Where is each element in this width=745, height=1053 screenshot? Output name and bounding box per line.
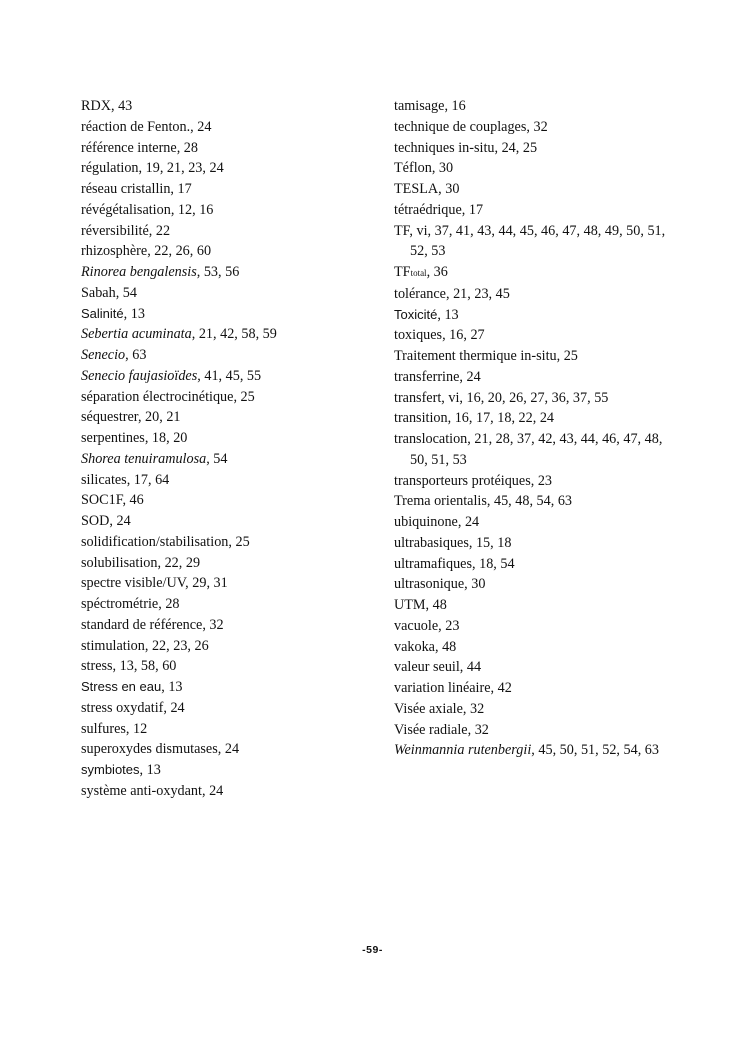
- index-pages: 32: [533, 118, 548, 135]
- index-entry: Traitement thermique in-situ, 25: [394, 348, 578, 364]
- index-entry: variation linéaire, 42: [394, 680, 512, 696]
- index-pages: 13: [444, 306, 459, 323]
- index-term: système anti-oxydant: [81, 782, 202, 799]
- index-term: TF: [394, 264, 411, 280]
- index-entry: SOC1F, 46: [81, 492, 144, 509]
- index-entry: Visée radiale, 32: [394, 721, 489, 738]
- index-term: Salinité: [81, 305, 124, 321]
- index-entry: symbiotes, 13: [81, 762, 161, 778]
- index-term: spectre visible/UV: [81, 575, 186, 592]
- index-entry: serpentines, 18, 20: [81, 430, 188, 446]
- index-pages: 22, 29: [164, 554, 201, 571]
- index-term: techniques in-situ: [394, 139, 495, 156]
- index-pages: 21, 23, 45: [453, 285, 510, 302]
- index-term: standard de référence: [81, 616, 203, 633]
- index-term: Traitement thermique in-situ: [394, 348, 557, 364]
- index-term: SOD: [81, 513, 110, 529]
- index-entry: ultrabasiques, 15, 18: [394, 534, 512, 551]
- index-entry: séparation électrocinétique, 25: [81, 388, 255, 405]
- index-pages: 44: [466, 659, 482, 676]
- index-entry: TF, vi, 37, 41, 43, 44, 45, 46, 47, 48, 49, 50, 51, 52, 53: [394, 222, 666, 260]
- index-entry: TESLA, 30: [394, 181, 460, 197]
- index-pages: 18, 20: [151, 430, 188, 446]
- index-term: technique de couplages: [394, 118, 527, 135]
- index-term: translocation: [394, 431, 468, 447]
- index-entry: tolérance, 21, 23, 45: [394, 285, 510, 302]
- index-pages: 30: [438, 160, 454, 177]
- index-term: Sebertia acuminata: [81, 326, 192, 343]
- index-term: Stress en eau: [81, 679, 162, 694]
- index-pages: 23: [445, 617, 460, 634]
- index-term: Rinorea bengalensis: [81, 264, 197, 280]
- index-entry: RDX, 43: [81, 98, 133, 114]
- index-term: stress oxydatif: [81, 699, 164, 716]
- index-entry: solubilisation, 22, 29: [81, 554, 201, 571]
- index-pages: 24, 25: [501, 139, 538, 156]
- index-term: vakoka: [394, 638, 435, 655]
- index-term: Weinmannia rutenbergii: [394, 742, 532, 759]
- index-term: ultrabasiques: [394, 534, 469, 551]
- index-pages: 30: [445, 181, 460, 197]
- index-entry: réaction de Fenton., 24: [81, 118, 212, 135]
- index-term: Téflon: [394, 160, 432, 177]
- index-entry: stimulation, 22, 23, 26: [81, 637, 209, 654]
- index-entry: translocation, 21, 28, 37, 42, 43, 44, 46, 47, 48, 50, 51, 53: [394, 431, 663, 468]
- index-term: valeur seuil: [394, 659, 460, 676]
- index-pages: 22: [155, 222, 171, 239]
- index-pages: 36: [433, 264, 448, 280]
- index-pages: 32: [469, 700, 485, 717]
- index-term: séquestrer: [81, 409, 138, 426]
- index-entry: Rinorea bengalensis, 53, 56: [81, 264, 240, 280]
- index-term: Senecio: [81, 347, 126, 363]
- index-term: transferrine: [394, 368, 460, 385]
- index-pages: 17, 64: [133, 471, 170, 488]
- index-entry: ultramafiques, 18, 54: [394, 555, 515, 572]
- index-pages: 32: [474, 721, 489, 738]
- index-term: serpentines: [81, 430, 145, 446]
- index-pages: 24: [197, 118, 212, 135]
- index-term: stress: [81, 658, 113, 675]
- index-column-right: [394, 96, 674, 761]
- index-entry: ultrasonique, 30: [394, 576, 486, 593]
- index-entry: silicates, 17, 64: [81, 471, 170, 488]
- index-term-subscript: total: [410, 268, 427, 278]
- index-entry: spectre visible/UV, 29, 31: [81, 575, 228, 592]
- index-entry: Senecio faujasioïdes, 41, 45, 55: [81, 367, 262, 384]
- index-term: réseau cristallin: [81, 181, 171, 197]
- index-pages: 21, 28, 37, 42, 43, 44, 46, 47, 48, 50, 51, 53: [410, 431, 663, 468]
- index-entry: Weinmannia rutenbergii, 45, 50, 51, 52, 54, 63: [394, 742, 659, 759]
- index-entry: vakoka, 48: [394, 638, 457, 655]
- index-pages: 24: [116, 513, 131, 529]
- index-entry: référence interne, 28: [81, 139, 198, 156]
- index-pages: 23: [537, 472, 552, 489]
- index-term: superoxydes dismutases: [81, 741, 218, 758]
- index-pages: 54: [213, 450, 228, 467]
- index-term: tétraédrique: [394, 201, 462, 218]
- index-pages: 54: [122, 284, 137, 301]
- index-term: ultrasonique: [394, 576, 465, 593]
- index-pages: 48: [432, 597, 447, 613]
- page-number: -59-: [362, 944, 383, 956]
- index-pages: 13: [146, 762, 161, 778]
- index-term: ultramafiques: [394, 555, 473, 572]
- index-pages: 22, 26, 60: [154, 243, 212, 260]
- index-pages: 16: [451, 98, 466, 114]
- index-term: TF: [394, 222, 410, 239]
- index-term: UTM: [394, 597, 426, 613]
- index-entry: valeur seuil, 44: [394, 659, 482, 676]
- index-pages: 17: [177, 181, 192, 197]
- index-entry: stress, 13, 58, 60: [81, 658, 177, 675]
- index-pages: 32: [209, 616, 224, 633]
- index-pages: 15, 18: [475, 534, 512, 551]
- index-pages: 13: [168, 679, 183, 695]
- index-pages: 24: [464, 514, 480, 530]
- index-term: vacuole: [394, 617, 439, 634]
- index-entry: transition, 16, 17, 18, 22, 24: [394, 410, 554, 427]
- index-entry: standard de référence, 32: [81, 616, 224, 633]
- index-entry: superoxydes dismutases, 24: [81, 741, 240, 758]
- index-pages: 17: [468, 201, 484, 218]
- index-entry: UTM, 48: [394, 597, 447, 613]
- index-entry: transferrine, 24: [394, 368, 481, 385]
- index-term: Shorea tenuiramulosa: [81, 450, 207, 467]
- index-term: réversibilité: [81, 222, 149, 239]
- index-term: spéctrométrie: [81, 596, 159, 612]
- index-entry: Stress en eau, 13: [81, 679, 183, 695]
- index-term: toxiques: [394, 327, 443, 344]
- index-entry: technique de couplages, 32: [394, 118, 548, 135]
- index-term: régulation: [81, 160, 139, 177]
- index-pages: 63: [132, 347, 147, 363]
- index-pages: 24: [170, 699, 185, 716]
- index-entry: tétraédrique, 17: [394, 201, 484, 218]
- index-entry: Visée axiale, 32: [394, 700, 485, 717]
- index-term: séparation électrocinétique: [81, 388, 234, 405]
- index-pages: 46: [129, 492, 144, 509]
- index-term: Sabah: [81, 284, 116, 301]
- index-entry: techniques in-situ, 24, 25: [394, 139, 538, 156]
- index-term: Toxicité: [394, 306, 438, 322]
- index-term: silicates: [81, 471, 127, 488]
- index-entry: stress oxydatif, 24: [81, 699, 185, 716]
- index-entry: tamisage, 16: [394, 98, 466, 114]
- index-pages: 28: [183, 139, 198, 156]
- index-pages: 25: [235, 533, 250, 550]
- index-entry: Salinité, 13: [81, 305, 145, 322]
- index-entry: transporteurs protéiques, 23: [394, 472, 552, 489]
- index-pages: 25: [240, 388, 255, 405]
- index-entry: spéctrométrie, 28: [81, 596, 180, 612]
- index-pages: 42: [497, 680, 512, 696]
- index-term: tamisage: [394, 98, 445, 114]
- index-pages: 20, 21: [145, 409, 181, 426]
- index-entry: rhizosphère, 22, 26, 60: [81, 243, 212, 260]
- index-entry: Sebertia acuminata, 21, 42, 58, 59: [81, 326, 277, 343]
- index-pages: 30: [471, 576, 486, 593]
- index-entry: Senecio, 63: [81, 347, 147, 363]
- index-pages: 53, 56: [203, 264, 240, 280]
- index-entry: Toxicité, 13: [394, 306, 459, 323]
- index-pages: 41, 45, 55: [204, 367, 262, 384]
- index-term: Visée radiale: [394, 721, 468, 738]
- index-term: transporteurs protéiques: [394, 472, 531, 489]
- index-term: Trema orientalis: [394, 493, 487, 510]
- index-entry: solidification/stabilisation, 25: [81, 533, 250, 550]
- index-entry: réversibilité, 22: [81, 222, 171, 239]
- index-entry: système anti-oxydant, 24: [81, 782, 224, 799]
- index-entry: sulfures, 12: [81, 720, 148, 737]
- index-entry: Shorea tenuiramulosa, 54: [81, 450, 228, 467]
- index-term: TESLA: [394, 181, 439, 197]
- index-pages: 25: [563, 348, 578, 364]
- index-entry: vacuole, 23: [394, 617, 460, 634]
- index-entry: Sabah, 54: [81, 284, 137, 301]
- index-entry: régulation, 19, 21, 23, 24: [81, 160, 224, 177]
- index-pages: 24: [224, 741, 240, 758]
- index-pages: 45, 48, 54, 63: [493, 493, 572, 510]
- index-pages: 22, 23, 26: [151, 637, 209, 654]
- index-pages: 48: [442, 638, 457, 655]
- index-term: référence interne: [81, 139, 177, 156]
- index-entry: Téflon, 30: [394, 160, 454, 177]
- index-term: Visée axiale: [394, 700, 463, 717]
- index-entry: TFtotal, 36: [394, 264, 448, 280]
- index-term: Senecio faujasioïdes: [81, 367, 198, 384]
- index-term: solubilisation: [81, 554, 158, 571]
- index-pages: 12: [133, 720, 148, 737]
- index-pages: vi, 16, 20, 26, 27, 36, 37, 55: [448, 389, 609, 406]
- index-entry: séquestrer, 20, 21: [81, 409, 181, 426]
- index-pages: 28: [165, 596, 180, 612]
- index-term: transfert: [394, 389, 442, 406]
- index-pages: 12, 16: [177, 201, 214, 218]
- index-pages: 19, 21, 23, 24: [145, 160, 224, 177]
- index-pages: 21, 42, 58, 59: [198, 326, 277, 343]
- index-entry: Trema orientalis, 45, 48, 54, 63: [394, 493, 572, 510]
- index-term: stimulation: [81, 637, 145, 654]
- index-pages: 43: [118, 98, 133, 114]
- index-entry: réseau cristallin, 17: [81, 181, 192, 197]
- index-pages: 24: [209, 782, 224, 799]
- index-pages: vi, 37, 41, 43, 44, 45, 46, 47, 48, 49, 50, 51, 52, 53: [410, 222, 666, 260]
- index-term: symbiotes: [81, 762, 140, 777]
- index-entry: ubiquinone, 24: [394, 514, 480, 530]
- index-column-left: [81, 96, 371, 802]
- index-term: tolérance: [394, 285, 446, 302]
- index-term: sulfures: [81, 720, 126, 737]
- index-pages: 13, 58, 60: [119, 658, 177, 675]
- index-pages: 29, 31: [192, 575, 228, 592]
- index-pages: 16, 17, 18, 22, 24: [454, 410, 554, 427]
- index-entry: révégétalisation, 12, 16: [81, 201, 214, 218]
- index-term: ubiquinone: [394, 514, 458, 530]
- index-pages: 16, 27: [449, 327, 485, 344]
- index-term: solidification/stabilisation: [81, 533, 229, 550]
- index-pages: 45, 50, 51, 52, 54, 63: [538, 742, 659, 759]
- index-entry: transfert, vi, 16, 20, 26, 27, 36, 37, 55: [394, 389, 609, 406]
- index-pages: 13: [130, 305, 145, 322]
- index-term: SOC1F: [81, 492, 123, 509]
- index-entry: toxiques, 16, 27: [394, 327, 485, 344]
- index-term: rhizosphère: [81, 243, 148, 260]
- index-pages: 24: [466, 368, 481, 385]
- index-term: révégétalisation: [81, 201, 171, 218]
- index-entry: SOD, 24: [81, 513, 131, 529]
- index-term: variation linéaire: [394, 680, 491, 696]
- index-term: RDX: [81, 98, 111, 114]
- index-term: réaction de Fenton.: [81, 118, 191, 135]
- index-pages: 18, 54: [479, 555, 515, 572]
- index-term: transition: [394, 410, 448, 427]
